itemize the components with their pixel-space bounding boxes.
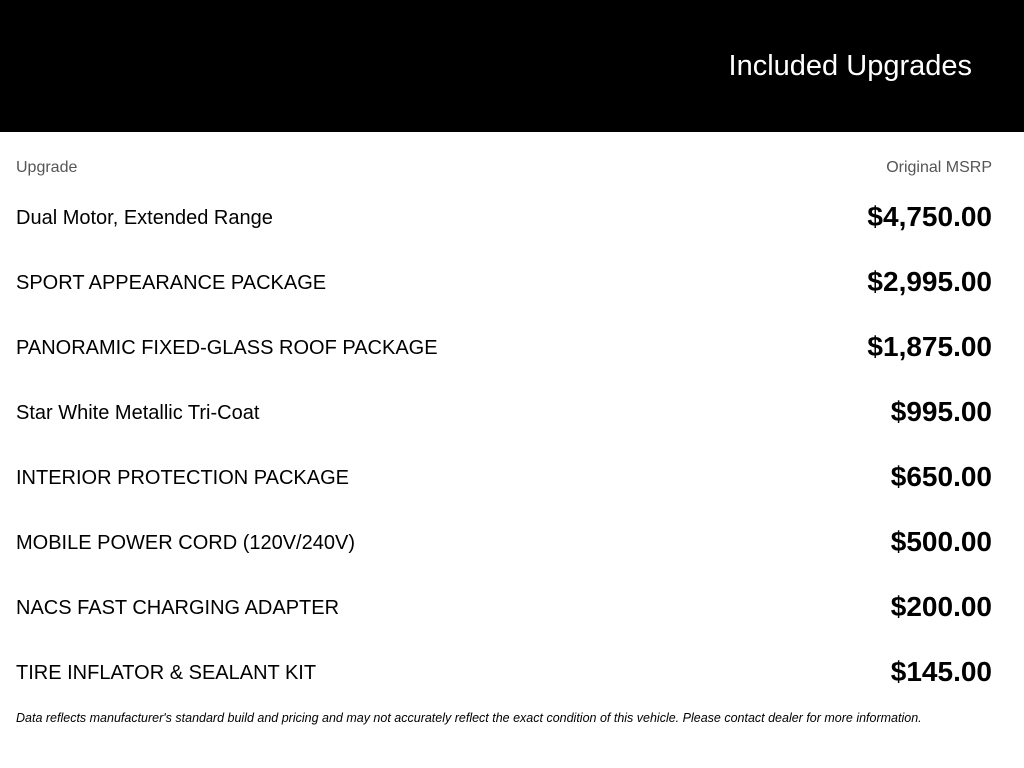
table-row (16, 325, 992, 390)
column-header-upgrade: Upgrade (16, 159, 78, 176)
table-row (16, 585, 992, 650)
upgrade-price: $650.00 (890, 461, 992, 492)
upgrade-price: $4,750.00 (867, 201, 992, 232)
upgrades-table (16, 159, 992, 715)
table-row (16, 455, 992, 520)
page-title: Included Upgrades (728, 50, 972, 82)
upgrade-name: INTERIOR PROTECTION PACKAGE (16, 467, 349, 489)
upgrade-name: TIRE INFLATOR & SEALANT KIT (16, 662, 317, 684)
table-row (16, 390, 992, 455)
upgrade-price: $995.00 (890, 396, 992, 427)
table-row (16, 520, 992, 585)
upgrade-price: $500.00 (890, 526, 992, 557)
upgrade-name: SPORT APPEARANCE PACKAGE (16, 272, 327, 294)
table-row (16, 195, 992, 260)
page-header (0, 0, 1024, 132)
upgrade-name: PANORAMIC FIXED-GLASS ROOF PACKAGE (16, 337, 438, 359)
upgrade-price: $145.00 (890, 656, 992, 687)
upgrade-name: MOBILE POWER CORD (120V/240V) (16, 532, 355, 554)
table-body (16, 195, 992, 715)
upgrade-price: $2,995.00 (867, 266, 992, 297)
disclaimer-text: Data reflects manufacturer's standard build and pricing and may not accurately reflect the exact condition of this vehicle. Please contact dealer for more information. (16, 711, 922, 725)
upgrade-name: Star White Metallic Tri-Coat (16, 402, 260, 424)
table-row (16, 650, 992, 715)
upgrade-name: NACS FAST CHARGING ADAPTER (16, 597, 340, 619)
upgrade-name: Dual Motor, Extended Range (16, 207, 273, 229)
table-row (16, 260, 992, 325)
column-header-msrp: Original MSRP (886, 159, 992, 176)
upgrade-price: $1,875.00 (867, 331, 992, 362)
table-header-row (16, 159, 992, 181)
upgrade-price: $200.00 (890, 591, 992, 622)
